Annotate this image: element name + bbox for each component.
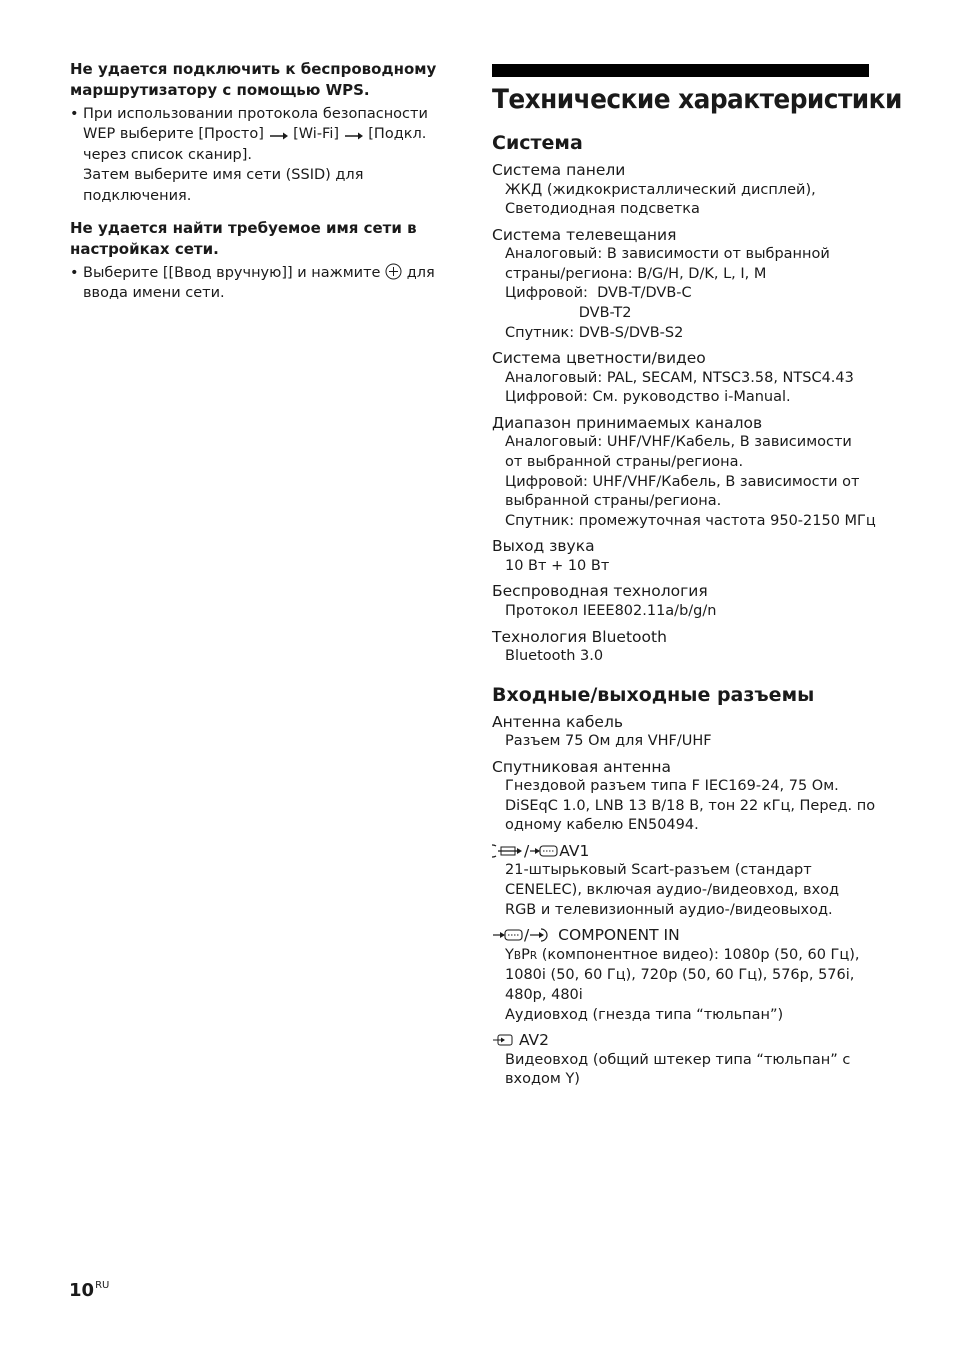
spec-value: CENELEC), включая аудио-/видеовход, вход [505,882,840,899]
component-in-icon [492,927,524,943]
spec-label: / COMPONENT IN [492,925,872,946]
spec-value: ЖКД (жидкокристаллический дисплей), [505,181,816,198]
spec-value: YBPR (компонентное видео): 1080p (50, 60 Гц), [505,946,860,963]
spec-value: выбранной страны/региона. [505,493,722,510]
spec-value: DiSEqC 1.0, LNB 13 В/18 В, тон 22 кГц, Перед. по [505,797,876,814]
answer-line: через список сканир]. [83,146,253,163]
spec-wireless [492,581,872,621]
spec-value: DVB-T2 [505,304,632,321]
spec-value: Аналоговый: В зависимости от выбранной [505,246,830,263]
spec-value: Аудиовход (гнезда типа “тюльпан”) [505,1006,784,1023]
plus-circle-icon [385,263,402,280]
spec-value: 10 Вт + 10 Вт [505,557,610,574]
spec-label: Система цветности/видео [492,349,706,368]
video-in-icon [529,927,553,943]
section-title-io: Входные/выходные разъемы [492,683,815,706]
spec-value: Цифровой: См. руководство i-Manual. [505,389,791,406]
spec-value: Видеовход (общий штекер типа “тюльпан” с [505,1051,851,1068]
spec-value: Спутник: промежуточная частота 950-2150 МГц [505,512,876,529]
spec-value: Цифровой: UHF/VHF/Кабель, В зависимости от [505,473,860,490]
spec-sound-output [492,536,872,576]
arrow-right-icon [344,131,364,141]
title-bar [492,64,869,77]
answer-line: Выберите [[Ввод вручную]] и нажмите для [83,265,435,282]
label-slash: / [524,841,530,860]
answer-line: При использовании протокола безопасности [83,106,428,122]
answer-line: WEP выберите [Просто] [Wi-Fi] [Подкл. [83,126,427,143]
spec-value: 1080i (50, 60 Гц), 720p (50, 60 Гц), 576p, 576i, [505,967,855,984]
spec-component-in [492,925,872,1025]
spec-antenna-cable [492,712,872,752]
spec-value: 21-штырьковый Scart-разъем (стандарт [505,862,812,879]
answer-line: подключения. [83,187,192,204]
spec-value: Аналоговый: UHF/VHF/Кабель, В зависимости [505,434,852,451]
spec-label: Диапазон принимаемых каналов [492,413,763,432]
spec-label: Антенна кабель [492,712,623,731]
spec-satellite-antenna [492,757,876,836]
spec-value: входом Y) [505,1071,580,1088]
spec-label: Выход звука [492,537,595,556]
spec-label: / AV1 [492,841,872,862]
spec-av1 [492,841,872,920]
arrow-right-icon [269,131,289,141]
spec-value: страны/региона: B/G/H, D/K, L, I, M [505,265,767,282]
right-column [492,64,902,1090]
spec-value: Светодиодная подсветка [505,201,700,218]
answer-line: ввода имени сети. [83,285,225,302]
page-number: $10^{RU}$ [69,1280,110,1301]
spec-value: RGB и телевизионный аудио-/видеовыход. [505,901,833,918]
spec-value: Bluetooth 3.0 [505,648,604,664]
spec-value: одному кабелю EN50494. [505,817,699,834]
spec-av2 [492,1030,872,1090]
spec-value: Цифровой: DVB-T/DVB-C [505,285,692,302]
spec-label: Система панели [492,161,626,179]
bullet-dot: • [70,106,79,122]
scart-in-icon [492,843,524,859]
spec-broadcast-system [492,225,872,343]
spec-label: Технология Bluetooth [492,627,667,646]
spec-label: AV2 [492,1030,872,1051]
question-heading: Не удается подключить к беспроводному маршрутизатору с помощью WPS. [70,60,437,99]
spec-bluetooth [492,627,872,667]
spec-value: Аналоговый: PAL, SECAM, NTSC3.58, NTSC4.43 [505,369,854,386]
spec-color-video-system [492,348,872,408]
question-heading: Не удается найти требуемое имя сети в настройках сети. [70,219,417,259]
bullet-dot: • [70,265,79,282]
question-ssid [70,218,442,304]
spec-value: Гнездовой разъем типа F IEC169-24, 75 Ом. [505,778,839,795]
page-title: Технические характеристики [492,84,902,115]
label-slash: / [524,926,530,945]
spec-value: Протокол IEEE802.11a/b/g/n [505,602,717,619]
page-lang: RU [95,1280,110,1291]
spec-label: Система телевещания [492,225,677,244]
question-wps [70,59,442,206]
section-title-system: Система [492,132,583,154]
answer-bullet [70,263,442,304]
spec-value: 480p, 480i [505,986,583,1003]
video-in-icon [492,1032,514,1048]
spec-label: Спутниковая антенна [492,757,672,776]
spec-channel-range [492,413,876,531]
spec-value: Разъем 75 Ом для VHF/UHF [505,733,712,750]
answer-bullet [70,104,442,206]
left-column [70,59,442,316]
spec-panel-system [492,160,872,220]
spec-label: Беспроводная технология [492,582,708,601]
answer-line: Затем выберите имя сети (SSID) для [83,167,364,184]
spec-value: от выбранной страны/региона. [505,453,744,470]
scart-out-icon [529,843,559,859]
spec-value: Спутник: DVB-S/DVB-S2 [505,324,684,341]
